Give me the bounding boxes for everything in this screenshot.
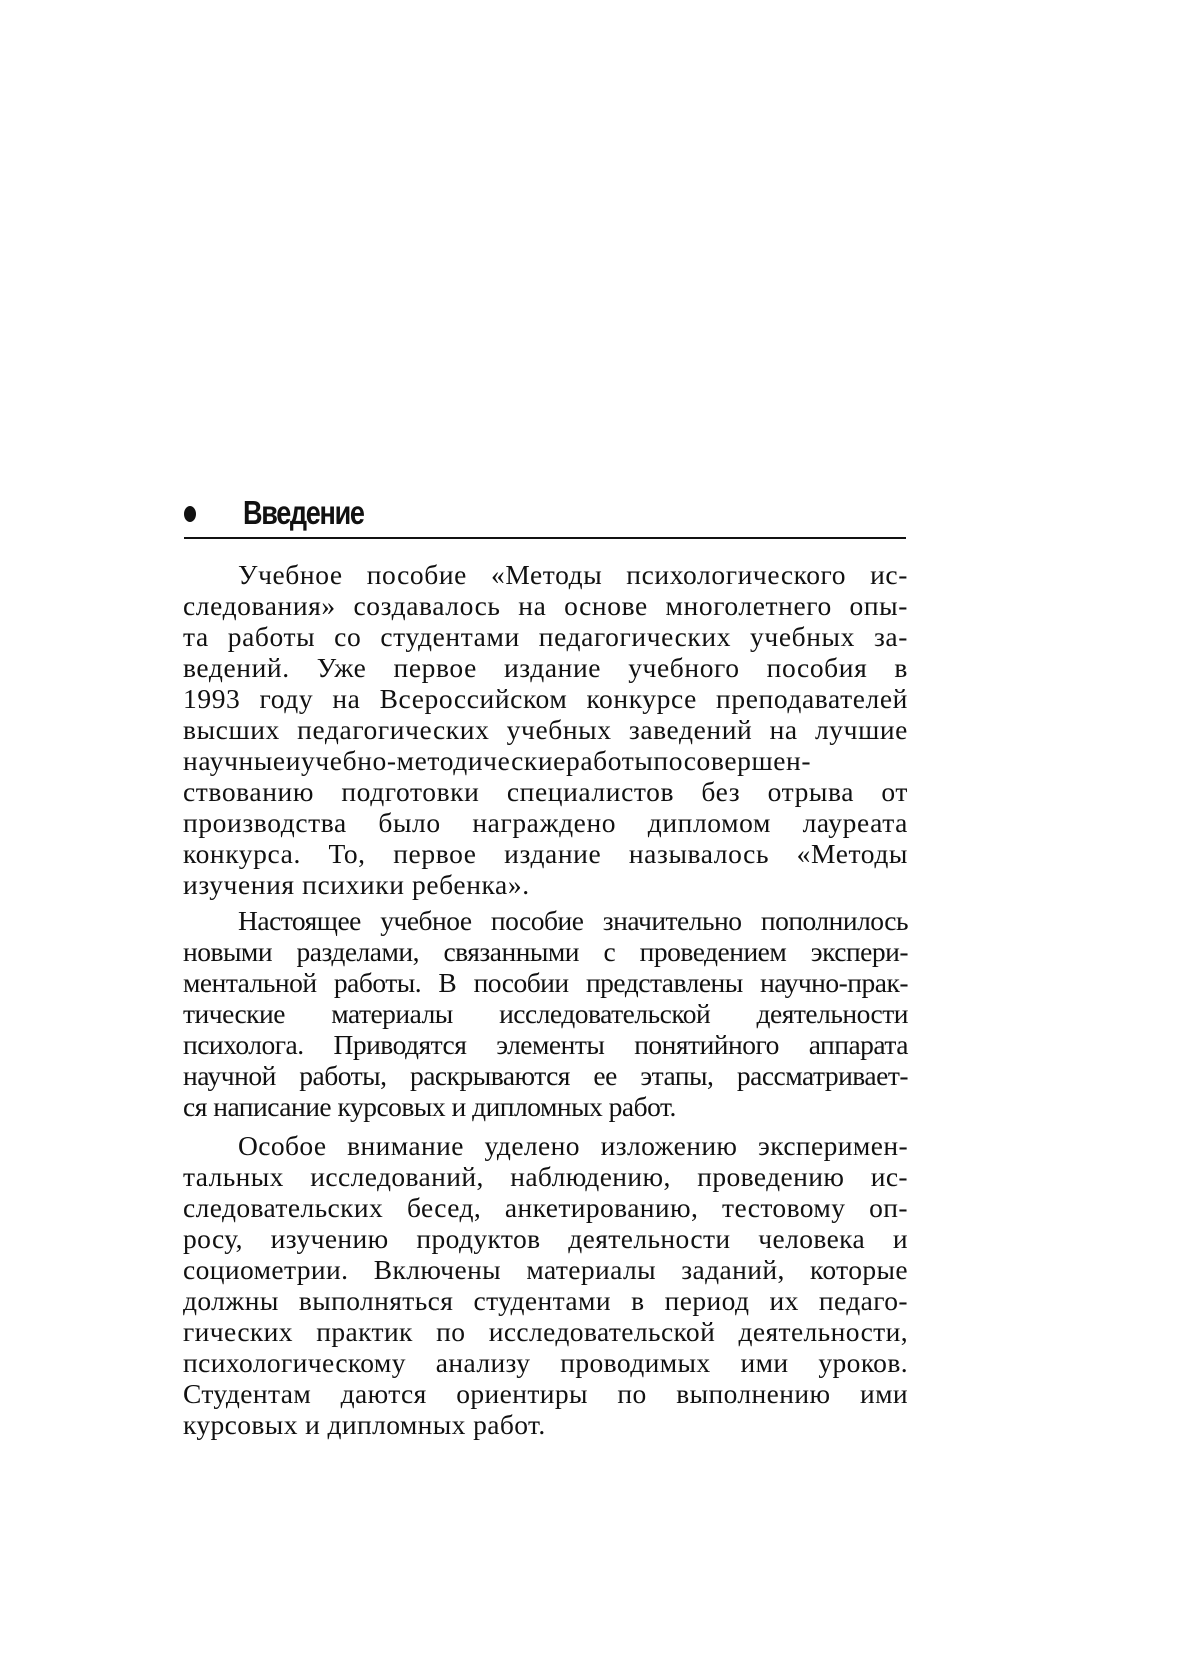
text-line: ся написание курсовых и дипломных работ. [183, 1091, 676, 1122]
text-line: ментальной работы. В пособии представлены научно-прак- [183, 967, 908, 998]
text-line: конкурса. То, первое издание называлось «Методы [183, 838, 908, 869]
paragraph-1 [183, 559, 908, 900]
text-line: ведений. Уже первое издание учебного пособия в [183, 652, 908, 683]
text-line: изучения психики ребенка». [183, 869, 530, 900]
text-line: та работы со студентами педагогических учебных за- [183, 621, 908, 652]
heading-rule [184, 537, 906, 539]
paragraph-2 [183, 905, 908, 1122]
section-heading [184, 493, 906, 539]
text-line: высших педагогических учебных заведений на лучшие [183, 714, 908, 745]
text-line: психолога. Приводятся элементы понятийного аппарата [183, 1029, 908, 1060]
text-line: гических практик по исследовательской деятельности, [183, 1316, 908, 1347]
section-title: Введение [243, 494, 364, 531]
text-line: ствованию подготовки специалистов без отрыва от [183, 776, 908, 807]
text-line: психологическому анализу проводимых ими уроков. [183, 1347, 908, 1378]
paragraph-3 [183, 1130, 908, 1440]
text-line: тальных исследований, наблюдению, проведению ис- [183, 1161, 908, 1192]
text-line: тические материалы исследовательской деятельности [183, 998, 908, 1029]
text-line: 1993 году на Всероссийском конкурсе преподавателей [183, 683, 908, 714]
text-line: должны выполняться студентами в период их педаго- [183, 1285, 908, 1316]
text-line: научныеиучебно-методическиеработыпосовершен- [183, 745, 812, 776]
text-line: курсовых и дипломных работ. [183, 1409, 546, 1440]
text-line: Особое внимание уделено изложению эксперимен- [238, 1130, 908, 1161]
text-line: производства было награждено дипломом лауреата [183, 807, 908, 838]
text-line: следовательских бесед, анкетированию, тестовому оп- [183, 1192, 908, 1223]
body-text [183, 559, 908, 1440]
text-line: Настоящее учебное пособие значительно пополнилось [238, 905, 908, 936]
text-line: социометрии. Включены материалы заданий, которые [183, 1254, 908, 1285]
bullet-icon [184, 506, 196, 522]
text-line: новыми разделами, связанными с проведением экспери- [183, 936, 908, 967]
text-line: следования» создавалось на основе многолетнего опы- [183, 590, 908, 621]
text-line: Студентам даются ориентиры по выполнению ими [183, 1378, 908, 1409]
text-line: Учебное пособие «Методы психологического ис- [238, 559, 908, 590]
text-line: росу, изучению продуктов деятельности человека и [183, 1223, 908, 1254]
text-line: научной работы, раскрываются ее этапы, рассматривает- [183, 1060, 908, 1091]
